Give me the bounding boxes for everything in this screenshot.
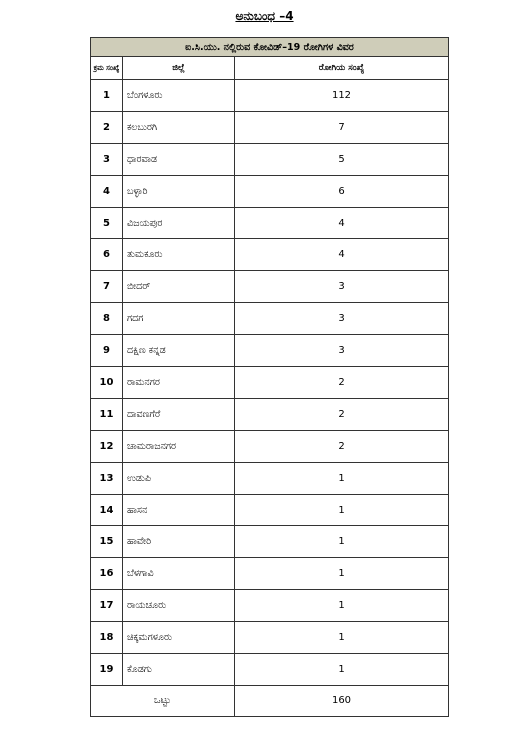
table-row [91, 271, 449, 303]
row-district-name: ಹಾವೇರಿ [123, 526, 235, 558]
row-district-name: ಬೆಂಗಳೂರು [123, 80, 235, 112]
row-serial-number: 13 [91, 462, 123, 494]
table-row [91, 207, 449, 239]
row-serial-number: 3 [91, 143, 123, 175]
row-district-name: ಧಾರವಾಡ [123, 143, 235, 175]
row-patient-count: 1 [235, 494, 449, 526]
row-patient-count: 2 [235, 398, 449, 430]
row-patient-count: 2 [235, 430, 449, 462]
row-patient-count: 1 [235, 590, 449, 622]
row-serial-number: 17 [91, 590, 123, 622]
total-value: 160 [235, 685, 449, 716]
row-district-name: ರಾಯಚೂರು [123, 590, 235, 622]
row-serial-number: 16 [91, 558, 123, 590]
row-serial-number: 1 [91, 80, 123, 112]
row-serial-number: 14 [91, 494, 123, 526]
row-district-name: ಕೊಡಗು [123, 654, 235, 686]
row-district-name: ಚಾಮರಾಜನಗರ [123, 430, 235, 462]
table-title: ಐ.ಸಿ.ಯು. ನಲ್ಲಿರುವ ಕೋವಿಡ್–19 ರೋಗಿಗಳ ವಿವರ [91, 38, 449, 57]
table-row [91, 175, 449, 207]
row-patient-count: 7 [235, 111, 449, 143]
row-patient-count: 6 [235, 175, 449, 207]
row-district-name: ಗದಗ [123, 303, 235, 335]
row-serial-number: 19 [91, 654, 123, 686]
table-row [91, 558, 449, 590]
row-patient-count: 4 [235, 207, 449, 239]
row-district-name: ದಕ್ಷಿಣ ಕನ್ನಡ [123, 335, 235, 367]
table-row [91, 526, 449, 558]
table-row [91, 622, 449, 654]
total-label: ಒಟ್ಟು [91, 685, 235, 716]
table-row [91, 654, 449, 686]
table-row [91, 494, 449, 526]
row-patient-count: 1 [235, 558, 449, 590]
table-row [91, 143, 449, 175]
row-serial-number: 12 [91, 430, 123, 462]
table-row [91, 462, 449, 494]
row-patient-count: 3 [235, 335, 449, 367]
table-row [91, 80, 449, 112]
row-district-name: ತುಮಕೂರು [123, 239, 235, 271]
row-district-name: ವಿಜಯಪುರ [123, 207, 235, 239]
column-header-count: ರೋಗಿಯ ಸಂಖ್ಯೆ [235, 57, 449, 80]
table-row [91, 590, 449, 622]
row-district-name: ಉಡುಪಿ [123, 462, 235, 494]
table-row [91, 398, 449, 430]
row-patient-count: 5 [235, 143, 449, 175]
row-serial-number: 2 [91, 111, 123, 143]
row-serial-number: 4 [91, 175, 123, 207]
table-row [91, 430, 449, 462]
row-serial-number: 18 [91, 622, 123, 654]
row-serial-number: 7 [91, 271, 123, 303]
row-patient-count: 1 [235, 622, 449, 654]
column-header-slno: ಕ್ರಮ ಸಂಖ್ಯೆ [91, 57, 123, 80]
total-row [91, 685, 449, 716]
icu-patients-table [90, 37, 449, 717]
row-district-name: ಬಳ್ಳಾರಿ [123, 175, 235, 207]
table-row [91, 303, 449, 335]
table-row [91, 111, 449, 143]
row-district-name: ದಾವಣಗೆರೆ [123, 398, 235, 430]
row-district-name: ಬೆಳಗಾವಿ [123, 558, 235, 590]
table-row [91, 367, 449, 399]
table-row [91, 239, 449, 271]
row-patient-count: 1 [235, 654, 449, 686]
annexure-heading: ಅನುಬಂಧ –4 [235, 9, 294, 23]
row-serial-number: 15 [91, 526, 123, 558]
row-patient-count: 3 [235, 271, 449, 303]
row-district-name: ಬೀದರ್ [123, 271, 235, 303]
row-serial-number: 10 [91, 367, 123, 399]
row-district-name: ಕಲಬುರಗಿ [123, 111, 235, 143]
row-district-name: ಹಾಸನ [123, 494, 235, 526]
column-header-district: ಜಿಲ್ಲೆ [123, 57, 235, 80]
row-serial-number: 8 [91, 303, 123, 335]
row-district-name: ರಾಮನಗರ [123, 367, 235, 399]
row-patient-count: 1 [235, 526, 449, 558]
table-row [91, 335, 449, 367]
row-district-name: ಚಿಕ್ಕಮಗಳೂರು [123, 622, 235, 654]
row-patient-count: 112 [235, 80, 449, 112]
row-patient-count: 3 [235, 303, 449, 335]
row-patient-count: 4 [235, 239, 449, 271]
column-header-row [91, 57, 449, 80]
table-title-row [91, 38, 449, 57]
row-serial-number: 6 [91, 239, 123, 271]
row-serial-number: 9 [91, 335, 123, 367]
row-patient-count: 1 [235, 462, 449, 494]
row-serial-number: 5 [91, 207, 123, 239]
row-patient-count: 2 [235, 367, 449, 399]
row-serial-number: 11 [91, 398, 123, 430]
